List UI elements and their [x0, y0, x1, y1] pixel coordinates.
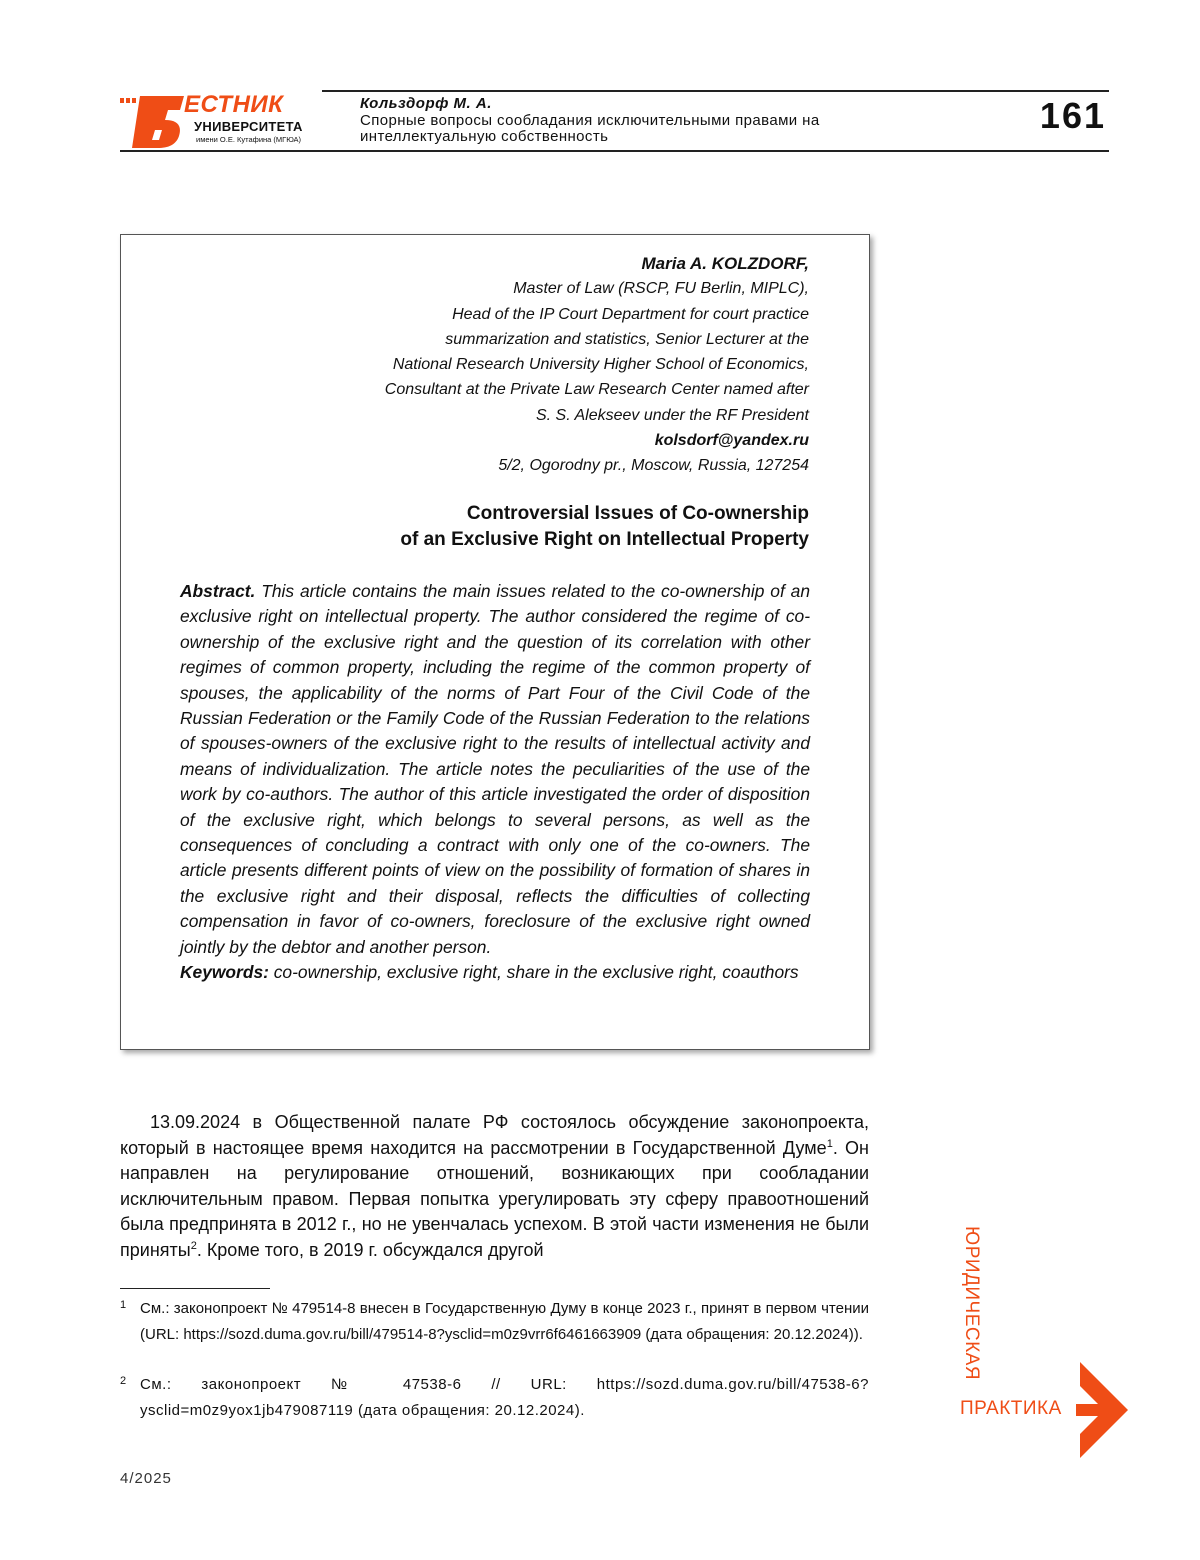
body-text-part: . Кроме того, в 2019 г. обсуждался другой: [197, 1240, 544, 1260]
footnote-rule: [120, 1288, 270, 1289]
author-affiliation-line: summarization and statistics, Senior Lecturer at the: [385, 327, 809, 352]
logo-word-universiteta: УНИВЕРСИТЕТА: [194, 120, 303, 134]
abstract-paragraph: [180, 579, 810, 960]
footnote-ref-1[interactable]: 1: [827, 1138, 833, 1150]
running-author: Кольздорф М. А.: [360, 95, 492, 112]
footnote-ref-2[interactable]: 2: [191, 1240, 197, 1252]
author-email[interactable]: kolsdorf@yandex.ru: [385, 428, 809, 453]
author-affiliation-line: Consultant at the Private Law Research Center named after: [385, 377, 809, 402]
keywords-label: Keywords:: [180, 962, 269, 982]
keywords-paragraph: [180, 960, 810, 985]
article-title-line: Controversial Issues of Co-ownership: [400, 501, 809, 527]
author-block: [385, 251, 809, 479]
footnote-number: 1: [120, 1293, 126, 1319]
abstract-label: Abstract.: [180, 581, 255, 601]
rubric-vertical: ЮРИДИЧЕСКАЯ: [960, 1226, 982, 1396]
footnote-2: [120, 1372, 869, 1423]
footnote-1: [120, 1296, 869, 1347]
rubric-horizontal: ПРАКТИКА: [960, 1398, 1062, 1420]
footnote-number: 2: [120, 1369, 126, 1395]
abstract-text: This article contains the main issues related to the co-ownership of an exclusive right on intellectual property. The author considered the regime of co-ownership of the exclusive right and the question of its corre­lation with other regimes of common property, including the regime of the common property of spouses, the applicability of the norms of Part Four of the Civil Code of the Russian Federation or the Family Code of the Rus­sian Federation to the relations of spouses-owners of the exclusive right to the results of intellectual activity and means of individualization. The article notes the peculiarities of the use of the work by co-authors. The author of this article investigated the order of disposition of the exclusive right, which belongs to several persons, as well as the consequences of concluding a contract with only one of the co-owners. The article presents different points of view on the possibility of formation of shares in the exclusive right and their disposal, reflects the difficulties of collecting compensation in favor of co-owners, foreclosure of the exclusive right owned jointly by the debtor and another person.: [180, 581, 810, 957]
rubric-arrow-icon: [1076, 1360, 1130, 1460]
keywords-text: co-ownership, exclusive right, share in the exclusive right, co­authors: [269, 962, 799, 982]
issue-number: 4/2025: [120, 1470, 172, 1487]
author-address: 5/2, Ogorodny pr., Moscow, Russia, 127254: [385, 453, 809, 478]
journal-logo: [118, 92, 320, 152]
author-affiliation-line: Master of Law (RSCP, FU Berlin, MIPLC),: [385, 276, 809, 301]
article-title-line: of an Exclusive Right on Intellectual Property: [400, 527, 809, 553]
body-text-part: 13.09.2024 в Общественной палате РФ состоялось обсуждение законопро­екта, который в настоящее время находится на рассмотрении в Государствен­ной Думе: [120, 1112, 869, 1158]
abstract: [180, 579, 810, 986]
header-rule-bottom: [120, 150, 1109, 152]
author-affiliation-line: National Research University Higher School of Economics,: [385, 352, 809, 377]
running-title: Спорные вопросы сообладания исключительными правами на интеллектуальную собственность: [360, 113, 880, 145]
abstract-box: [120, 234, 870, 1050]
header-rule-top: [322, 90, 1109, 92]
logo-word-kutafin: имени О.Е. Кутафина (МГЮА): [196, 135, 301, 144]
footnote-text: См.: законопроект № 47538-6 // URL: https://sozd.duma.gov.ru/bill/47538-6?ysclid=m0z9yox1jb479087119 (дата обращения: 20.12.2024).: [140, 1372, 869, 1423]
footnote-text: См.: законопроект № 479514-8 внесен в Государственную Думу в конце 2023 г., принят в первом чтении (URL: https://sozd.duma.gov.ru/bill/479514-8?ysclid=m0z9vrr6f6461663909 (дата обращения: 20.12.2024)).: [140, 1296, 869, 1347]
body-text-part: . Он направлен на регулирование отношений, возникающих при со­обладании исключительным правом. Первая попытка урегулировать эту сферу правоотношений была предпринята в 2012 г., но не увенчалась успехом. В этой части изменения не были приняты: [120, 1138, 869, 1260]
logo-word-vestnik: ЕСТНИК: [184, 93, 283, 117]
body-paragraph: [120, 1110, 869, 1263]
author-affiliation-line: Head of the IP Court Department for court practice: [385, 302, 809, 327]
author-name: Maria A. KOLZDORF,: [385, 251, 809, 276]
page-number: 161: [1010, 96, 1106, 136]
author-affiliation-line: S. S. Alekseev under the RF President: [385, 403, 809, 428]
article-title-en: [400, 501, 809, 553]
